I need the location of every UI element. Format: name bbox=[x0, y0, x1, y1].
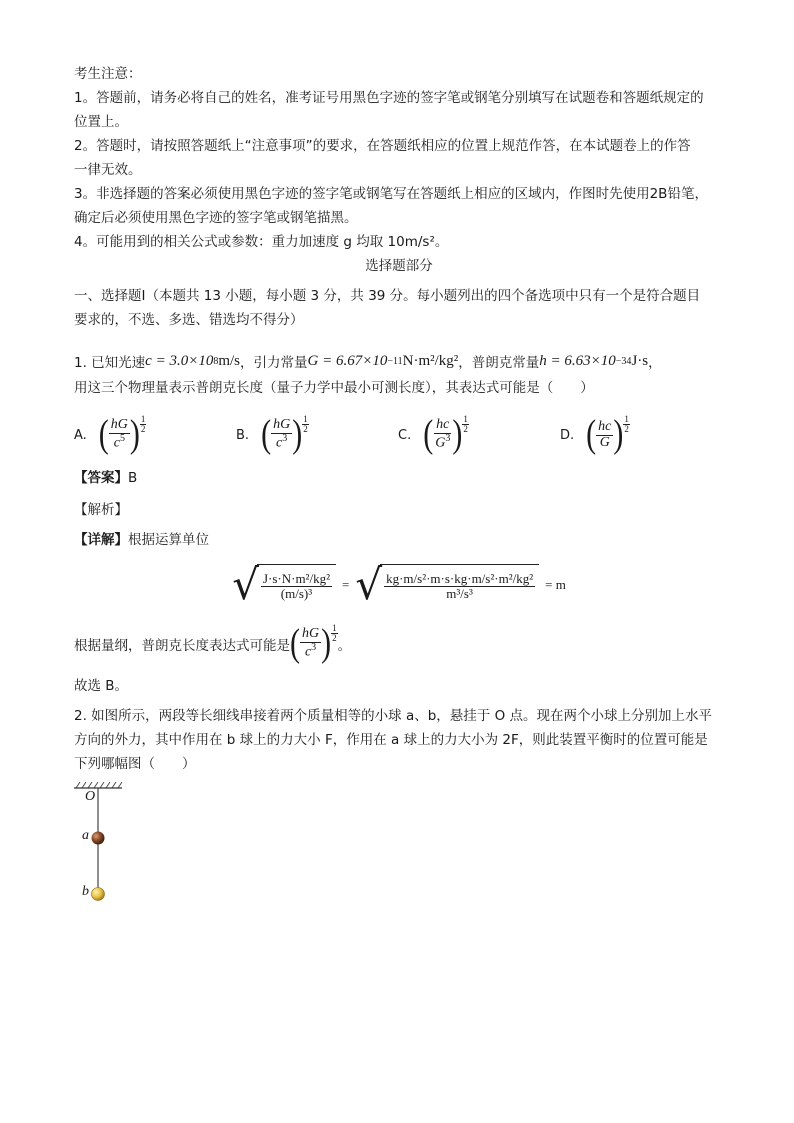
q1-stem-line-1 bbox=[74, 346, 724, 376]
q1-c-unit: m/s bbox=[218, 352, 241, 369]
option-label: B. bbox=[236, 427, 250, 443]
notice-line-4: 一律无效。 bbox=[74, 162, 142, 178]
exp-den: 2 bbox=[332, 632, 337, 643]
q1-analysis-tag: 【解析】 bbox=[74, 502, 128, 518]
answer-value: B bbox=[128, 470, 138, 486]
ball-b bbox=[92, 888, 105, 901]
notice-line-7: 4。可能用到的相关公式或参数：重力加速度 g 均取 10m/s²。 bbox=[74, 234, 449, 250]
option-label: D. bbox=[560, 427, 575, 443]
exp-num: 1 bbox=[332, 622, 337, 633]
exam-page bbox=[74, 62, 724, 912]
part-title-line-2: 要求的，不选、多选、错选均不得分） bbox=[74, 312, 304, 328]
exp-den: 2 bbox=[463, 423, 468, 434]
label-a: a bbox=[82, 828, 89, 843]
q1-final: 故选 B。 bbox=[74, 678, 129, 694]
q1-G-exp: −11 bbox=[387, 355, 403, 367]
q1-h-exp: −34 bbox=[615, 355, 632, 367]
notice-line-6: 确定后必须使用黑色字迹的签字笔或钢笔描黑。 bbox=[74, 210, 358, 226]
q1-h-value: h = 6.63×10 bbox=[539, 352, 616, 369]
conclusion-num: hG bbox=[302, 626, 320, 642]
section-title: 选择题部分 bbox=[365, 258, 433, 274]
eq-right-num: kg·m/s²·m·s·kg·m/s²·m²/kg² bbox=[386, 571, 534, 587]
q1-prefix: 1. 已知光速 bbox=[74, 355, 146, 371]
notice-line-2: 位置上。 bbox=[74, 114, 128, 130]
part-title-line-1: 一、选择题Ⅰ（本题共 13 小题，每小题 3 分，共 39 分。每小题列出的四个备选项中只有一个是符合题目 bbox=[74, 288, 701, 304]
label-O: O bbox=[85, 789, 96, 804]
q1-option-c[interactable]: C. ( $\frac{hc}{G^3}$ ) $\frac{1}{2}$ bbox=[398, 412, 468, 456]
exp-num: 1 bbox=[303, 413, 308, 424]
q1-conclusion: 根据量纲，普朗克长度表达式可能是 ( $\frac{hG}{c^3}$ ) $\frac{1}{2}$ 。 bbox=[74, 621, 352, 665]
q2-line-2: 方向的外力，其中作用在 b 球上的力大小 F，作用在 a 球上的力大小为 2F，则此装置平衡时的位置可能是 bbox=[74, 732, 708, 748]
exp-num: 1 bbox=[624, 413, 629, 424]
exp-num: 1 bbox=[463, 413, 468, 424]
q1-mid1: ，引力常量 bbox=[240, 355, 308, 371]
notice-title: 考生注意： bbox=[74, 66, 142, 82]
q1-detail bbox=[74, 528, 724, 552]
q2-line-3: 下列哪幅图（ ） bbox=[74, 756, 196, 772]
detail-tag: 【详解】 bbox=[74, 532, 128, 548]
notice-line-3: 2。答题时，请按照答题纸上“注意事项”的要求，在答题纸相应的位置上规范作答，在本试题卷上的作答 bbox=[74, 138, 691, 154]
notice-line-1: 1。答题前，请务必将自己的姓名，准考证号用黑色字迹的签字笔或钢笔分别填写在试题卷和答题纸规定的 bbox=[74, 90, 704, 106]
q1-answer bbox=[74, 466, 724, 490]
q1-option-d[interactable]: D. ( $\frac{hc}{G}$ ) $\frac{1}{2}$ bbox=[560, 412, 629, 456]
unit-equation: √ $\frac{\text{J·s·N·m²/kg²}}{\text{(m/s)³}}$ = √ $\frac{\text{kg·m/s²·m·s·kg·m/s²·m²/kg²}}{\text{m³/s³}}$ = m bbox=[232, 560, 566, 609]
option-num: hG bbox=[273, 417, 291, 433]
option-label: C. bbox=[398, 427, 412, 443]
ball-a bbox=[92, 832, 105, 845]
option-den-exp: 3 bbox=[282, 433, 288, 445]
q1-option-b[interactable]: B. ( $\frac{hG}{c^3}$ ) $\frac{1}{2}$ bbox=[236, 412, 308, 456]
q1-G-unit: N·m²/kg² bbox=[402, 352, 459, 369]
label-b: b bbox=[82, 884, 89, 899]
q1-h-unit: J·s bbox=[631, 352, 649, 369]
q1-mid2: ，普朗克常量 bbox=[458, 355, 540, 371]
option-den: G bbox=[599, 434, 610, 450]
option-label: A. bbox=[74, 427, 87, 443]
exp-den: 2 bbox=[140, 423, 146, 434]
option-den: c bbox=[113, 435, 120, 451]
q1-c-exp: 8 bbox=[213, 355, 219, 367]
q2-figure bbox=[74, 782, 154, 912]
q1-stem-line-2: 用这三个物理量表示普朗克长度（量子力学中最小可测长度），其表达式可能是（ ） bbox=[74, 380, 594, 396]
option-den-exp: 3 bbox=[445, 433, 451, 445]
q1-options bbox=[74, 408, 724, 462]
option-den: c bbox=[276, 435, 283, 451]
exp-den: 2 bbox=[303, 423, 308, 434]
option-num: hG bbox=[110, 417, 128, 433]
q1-G-value: G = 6.67×10 bbox=[307, 352, 388, 369]
exp-num: 1 bbox=[140, 413, 146, 424]
conclusion-den-exp: 3 bbox=[311, 642, 317, 654]
option-num: hc bbox=[436, 417, 450, 433]
q1-option-a[interactable]: A. ( $\frac{hG}{c^5}$ ) $\frac{1}{2}$ bbox=[74, 412, 146, 456]
q1-end: ， bbox=[648, 355, 662, 371]
sqrt-right: √ $\frac{\text{kg·m/s²·m·s·kg·m/s²·m²/kg²}}{\text{m³/s³}}$ bbox=[355, 564, 539, 606]
conclusion-den: c bbox=[304, 644, 312, 660]
sqrt-left: √ $\frac{\text{J·s·N·m²/kg²}}{\text{(m/s)³}}$ bbox=[232, 564, 336, 606]
conclusion-text: 根据量纲，普朗克长度表达式可能是 bbox=[74, 638, 290, 654]
eq-right-den: m³/s³ bbox=[446, 586, 473, 601]
option-num: hc bbox=[598, 418, 612, 434]
eq-result: = m bbox=[545, 577, 566, 592]
notice-line-5: 3。非选择题的答案必须使用黑色字迹的签字笔或钢笔写在答题纸上相应的区域内，作图时先使用2B铅笔， bbox=[74, 186, 708, 202]
q2-line-1: 2. 如图所示，两段等长细线串接着两个质量相等的小球 a、b，悬挂于 O 点。现在两个小球上分别加上水平 bbox=[74, 708, 713, 724]
eq-left-num: J·s·N·m²/kg² bbox=[262, 571, 330, 587]
q1-c-value: c = 3.0×10 bbox=[145, 352, 214, 369]
conclusion-end: 。 bbox=[337, 638, 352, 654]
option-den-exp: 5 bbox=[119, 433, 125, 445]
eq-left-den: (m/s)³ bbox=[280, 586, 313, 601]
option-den: G bbox=[435, 435, 446, 451]
ceiling-hatch bbox=[76, 782, 122, 788]
detail-text: 根据运算单位 bbox=[128, 532, 209, 548]
exp-den: 2 bbox=[624, 423, 629, 434]
answer-tag: 【答案】 bbox=[74, 470, 128, 486]
